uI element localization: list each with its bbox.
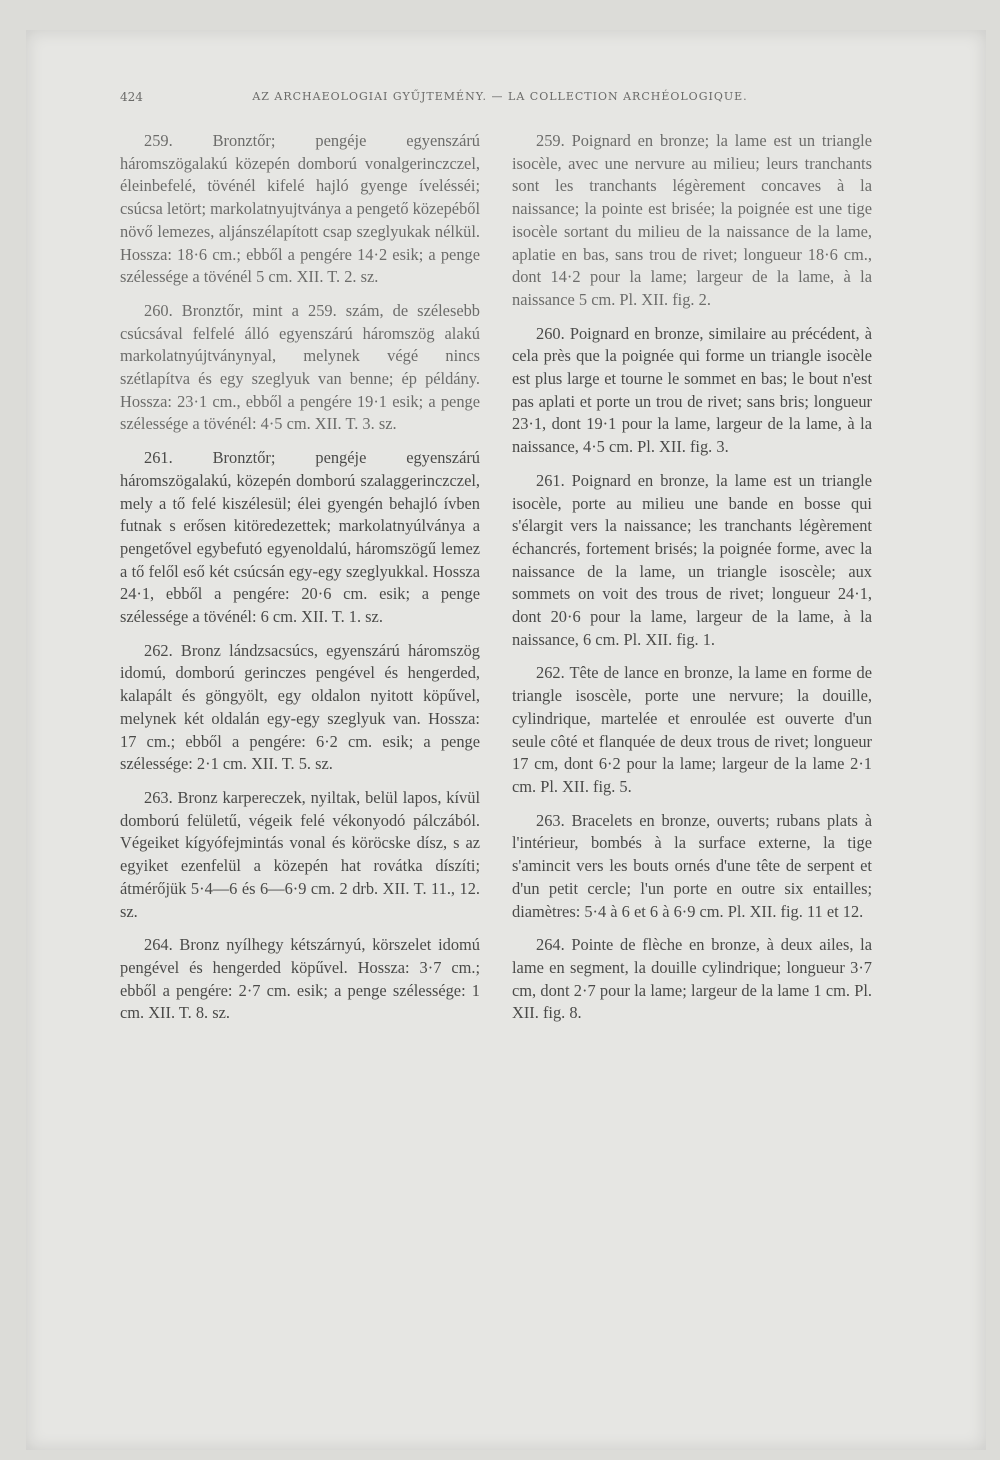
entry-261-hu: 261. Bronztőr; pengéje egyenszárú háromszögalakú, közepén domború szalaggerinczczel, mely a tő felé kiszélesül; élei gyengén behajló ívben futnak s erősen kitöredezettek; markolatnyúlványa a pengetővel egybefutó egyenoldalú, háromszögű lemez a tő felől eső két csúcsán egy-egy szeglyukkal. Hossza 24·1, ebből a pengére: 20·6 cm. esik; a penge szélessége a tövénél: 6 cm. XII. T. 1. sz. [120, 448, 480, 627]
entry-262-fr: 262. Tête de lance en bronze, la lame en forme de triangle isoscèle, porte une nervure; la douille, cylindrique, martelée et enroulée est ouverte d'un seule côté et flanquée de deux trous de rivet; longueur 17 cm, dont 6·2 pour la lame; largeur de la lame 2·1 cm. Pl. XII. fig. 5. [512, 663, 872, 796]
entry-263-hu: 263. Bronz karpereczek, nyiltak, belül lapos, kívül domború felületű, végeik felé vékonyodó pálczából. Végeiket kígyófejmintás vonal és köröcske dísz, s az egyiket ezenfelül a közepén hat rovátka díszíti; átmérőjük 5·4—6 és 6—6·9 cm. 2 drb. XII. T. 11., 12. sz. [120, 787, 480, 921]
french-column [512, 130, 872, 1036]
entry-259-hu: 259. Bronztőr; pengéje egyenszárú háromszögalakú közepén domború vonalgerinczczel, éleinbefelé, tövénél kifelé hajló gyenge ívelésséi; csúcsa letört; markolatnyujtványa a pengető közepéből növő lemezes, aljánszélapított csap szeglyukak nélkül. Hossza: 18·6 cm.; ebből a pengére 14·2 esik; a penge szélessége a tövénél 5 cm. XII. T. 2. sz. [120, 131, 481, 287]
page-number: 424 [120, 90, 143, 104]
entry-260-hu: 260. Bronztőr, mint a 259. szám, de szélesebb csúcsával felfelé álló egyenszárú háromszög alakú markolatnyújtványnyal, melynek végé nincs szétlapítva és egy szeglyuk van benne; ép példány. Hossza: 23·1 cm., ebből a pengére 19·1 esik; a penge szélessége a tövénél: 4·5 cm. XII. T. 3. sz. [120, 300, 480, 434]
entry-264-hu: 264. Bronz nyílhegy kétszárnyú, körszelet idomú pengével és hengerded köpűvel. Hossza: 3·7 cm.; ebből a pengére: 2·7 cm. esik; a penge szélessége: 1 cm. XII. T. 8. sz. [120, 935, 480, 1023]
entry-264-fr: 264. Pointe de flèche en bronze, à deux ailes, la lame en segment, la douille cylindrique; longueur 3·7 cm, dont 2·7 pour la lame; largeur de la lame 1 cm. Pl. XII. fig. 8. [512, 935, 872, 1023]
running-title: AZ ARCHAEOLOGIAI GYŰJTEMÉNY. — LA COLLECTION ARCHÉOLOGIQUE. [252, 90, 748, 103]
hungarian-column [120, 130, 480, 1036]
entry-259-fr: 259. Poignard en bronze; la lame est un triangle isocèle, avec une nervure au milieu; leurs tranchants sont les tranchants légèrement concaves à la naissance; la pointe est brisée; la poignée est une tige isocèle sortant du milieu de la naissance de la lame, aplatie en bas, sans trou de rivet; longueur 18·6 cm., dont 14·2 pour la lame; largeur de la lame, à la naissance 5 cm. Pl. XII. fig. 2. [512, 131, 872, 309]
entry-260-fr: 260. Poignard en bronze, similaire au précédent, à cela près que la poignée qui forme un triangle isocèle est plus large et tourne le sommet en bas; le bout n'est pas aplati et porte un trou de rivet; sans bris; longueur 23·1, dont 19·1 pour la lame, largeur de la lame, à la naissance, 4·5 cm. Pl. XII. fig. 3. [512, 323, 872, 457]
entry-262-hu: 262. Bronz lándzsacsúcs, egyenszárú háromszög idomú, domború gerinczes pengével és hengerded, kalapált és göngyölt, egy oldalon nyitott köpűvel, melynek két oldalán egy-egy szeglyuk van. Hossza: 17 cm.; ebből a pengére: 6·2 cm. esik; a penge szélessége: 2·1 cm. XII. T. 5. sz. [120, 640, 480, 774]
entry-263-fr: 263. Bracelets en bronze, ouverts; rubans plats à l'intérieur, bombés à la surface externe, la tige s'amincit vers les bouts ornés d'une tête de serpent et d'un petit cercle; l'un porte en outre six entailles; diamètres: 5·4 à 6 et 6 à 6·9 cm. Pl. XII. fig. 11 et 12. [512, 810, 872, 921]
entry-261-fr: 261. Poignard en bronze, la lame est un triangle isocèle, porte au milieu une bande en bosse qui s'élargit vers la naissance; les tranchants légèrement échancrés, fortement brisés; la poignée forme, avec la naissance de la lame, un triangle isoscèle; aux sommets on voit des trous de rivet; longueur 24·1, dont 20·6 pour la lame, largeur de la lame, à la naissance, 6 cm. Pl. XII. fig. 1. [512, 470, 872, 649]
running-header [120, 90, 880, 104]
